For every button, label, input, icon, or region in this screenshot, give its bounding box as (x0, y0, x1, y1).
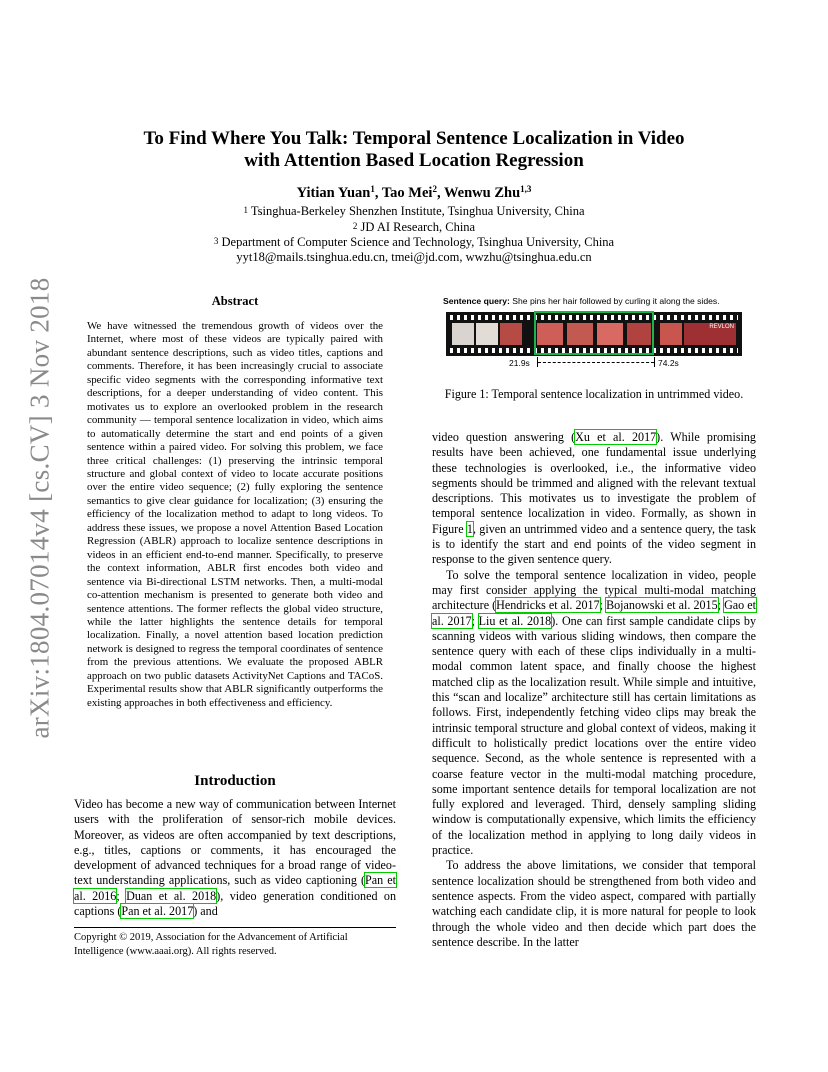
affiliation-2 (80, 220, 748, 235)
author-sup: 1 (370, 184, 375, 194)
body-text: ; (717, 598, 725, 613)
introduction-heading: Introduction (194, 773, 276, 789)
body-text: ; (471, 613, 479, 628)
citation-link[interactable]: Pan et al. 2017 (121, 904, 194, 919)
abstract-body: We have witnessed the tremendous growth of videos over the Internet, where most of these videos are typically paired with abundant sentence descriptions, such as video titles, captions and comments. Therefore, it has been increasingly crucial to associate specific video segments with the corresponding informative text descriptions, for a deeper understanding of video content. This motivates us to explore an overlooked problem in the research community — temporal sentence localization in video, which aims to automatically determine the start and end points of a given sentence within a paired video. For solving this problem, we face three critical challenges: (1) preserving the intrinsic temporal structure and global context of video to locate accurate positions over the entire video sequence; (2) fully exploring the sentence semantics to give clear guidance for localization; (3) ensuring the efficiency of the localization method to adapt to long videos. To address these issues, we propose a novel Attention Based Location Regression (ABLR) approach to localize sentence descriptions in videos in an efficient end-to-end manner. Specifically, to preserve the context information, ABLR first encodes both video and sentence via Bi-directional LSTM networks. Then, a multi-modal co-attention mechanism is presented to generate both video and sentence attentions. The former reflects the global video structure, while the latter highlights the sentence details for temporal localization. Finally, a novel attention based location prediction network is designed to regress the temporal coordinates of sentence from the previous attentions. We evaluate the proposed ABLR approach on two public datasets ActivityNet Captions and TACoS. Experimental results show that ABLR significantly outperforms the existing approaches in both effectiveness and efficiency. (87, 320, 383, 709)
affiliation-3 (80, 235, 748, 250)
author-emails (80, 250, 748, 265)
paper-title (80, 128, 748, 172)
intro-text: ), video generation conditioned on captions ( (74, 888, 397, 919)
author-list: Yitian Yuan$^1$, Tao Mei$^2$, Wenwu Zhu$^{1,3}$ (296, 184, 532, 201)
segment-span-arrow (538, 362, 654, 363)
paragraph (432, 568, 756, 859)
video-frame (476, 323, 498, 345)
affiliation-sup: 2 (352, 221, 358, 231)
figure-query (443, 296, 720, 306)
author-sup: 2 (432, 184, 437, 194)
title-line-2: with Attention Based Location Regression (244, 150, 584, 171)
author-sup: 1,3 (520, 184, 532, 194)
arxiv-identifier-text: arXiv:1804.07014v4 [cs.CV] 3 Nov 2018 (24, 277, 55, 739)
affiliation-text: Tsinghua-Berkeley Shenzhen Institute, Tsinghua University, China (250, 204, 585, 218)
title-line-1: To Find Where You Talk: Temporal Sentence Localization in Video (143, 128, 685, 149)
intro-text: Video has become a new way of communication between Internet users with the proliferation of sensor-rich mobile devices. Moreover, as videos are often accompanied by text descriptions, e.g., titles, captions or comments, it has encouraged the development of advanced techniques for a broad range of video-text understanding applications, such as video captioning ( (74, 797, 396, 888)
emails-text: yyt18@mails.tsinghua.edu.cn, tmei@jd.com, wwzhu@tsinghua.edu.cn (236, 250, 592, 264)
citation-link[interactable]: Xu et al. 2017 (575, 430, 657, 444)
video-frame (452, 323, 474, 345)
right-column-body (432, 430, 756, 950)
paragraph (432, 858, 756, 950)
body-text: , given an untrimmed video and a sentence query, the task is to identify the start and end points of the video segment in response to the given sentence query. (432, 521, 756, 567)
citation-link[interactable]: Duan et al. 2018 (126, 888, 217, 903)
abstract-heading: Abstract (211, 294, 259, 308)
video-frame (500, 323, 522, 345)
figure-caption: Figure 1: Temporal sentence localization in untrimmed video. (444, 387, 744, 401)
query-label: Sentence query: (443, 296, 510, 306)
body-text: To solve the temporal sentence localization in video, people may first consider applying the typical multi-modal matching architecture ( (432, 567, 756, 613)
start-time-label: 21.9s (509, 358, 530, 368)
citation-link[interactable]: Liu et al. 2018 (478, 613, 552, 628)
video-frame (660, 323, 682, 345)
end-marker (654, 357, 655, 367)
paragraph (432, 430, 756, 568)
figure-reference-link[interactable]: 1 (466, 521, 473, 536)
body-text: To address the above limitations, we consider that temporal sentence localization should be strengthened from both video and sentence aspects. From the video aspect, compared with partially watching each candidate clip, it is more natural for people to look through the whole video and then decide which part does the sentence describe. In the latter (432, 858, 756, 949)
matched-segment-highlight (534, 311, 654, 355)
video-frame (684, 323, 736, 345)
affiliation-sup: 1 (243, 205, 248, 215)
affiliation-text: Department of Computer Science and Technology, Tsinghua University, China (221, 235, 615, 249)
author-name: Yitian Yuan (296, 185, 371, 201)
citation-link[interactable]: Pan et al. 2016 (74, 873, 396, 903)
body-text: video question answering ( (432, 430, 576, 444)
brand-text: REVLON (709, 324, 734, 330)
citation-link[interactable]: Hendricks et al. 2017 (496, 598, 600, 613)
end-time-label: 74.2s (658, 358, 679, 368)
copyright-notice: Copyright © 2019, Association for the Advancement of Artificial Intelligence (www.aaai.org). All rights reserved. (74, 927, 396, 958)
intro-text: ; (116, 888, 127, 903)
arxiv-identifier (18, 277, 62, 739)
citation-link[interactable]: Bojanowski et al. 2015 (606, 598, 718, 613)
affiliation-sup: 3 (213, 236, 219, 246)
affiliation-1 (80, 204, 748, 219)
query-text: She pins her hair followed by curling it along the sides. (512, 296, 720, 306)
body-text: ; (599, 598, 607, 613)
body-text: ). One can first sample candidate clips by scanning videos with various sliding windows, then compare the sentence query with each of these clips individually in a multi-modal common latent space, and finally choose the highest matched clip as the localization result. While simple and intuitive, this “scan and localize” architecture still has certain limitations as follows. First, independently fetching video clips may break the intrinsic temporal structure and global context of videos, making it difficult to holistically predict locations over the entire video sequence. Second, as the whole sentence is represented with a coarse feature vector in the multi-modal matching procedure, some important sentence details for temporal localization are not fully explored and leveraged. Third, densely sampling sliding window is computationally expensive, which limits the efficiency of the localization method in applying to long daily videos in practice. (432, 613, 756, 858)
author-name: Tao Mei (381, 185, 433, 201)
body-text: ). While promising results have been achieved, one fundamental issue underlying these technologies is overlooked, i.e., the informative video segments should be trimmed and aligned with the relevant textual descriptions. This motivates us to investigate the problem of temporal sentence localization in video. Formally, as shown in Figure (432, 430, 756, 536)
affiliation-text: JD AI Research, China (360, 220, 476, 234)
author-name: Wenwu Zhu (443, 185, 521, 201)
citation-link[interactable]: Gao et al. 2017 (432, 598, 756, 628)
introduction-body (74, 797, 396, 919)
intro-text: ) and (193, 904, 218, 919)
